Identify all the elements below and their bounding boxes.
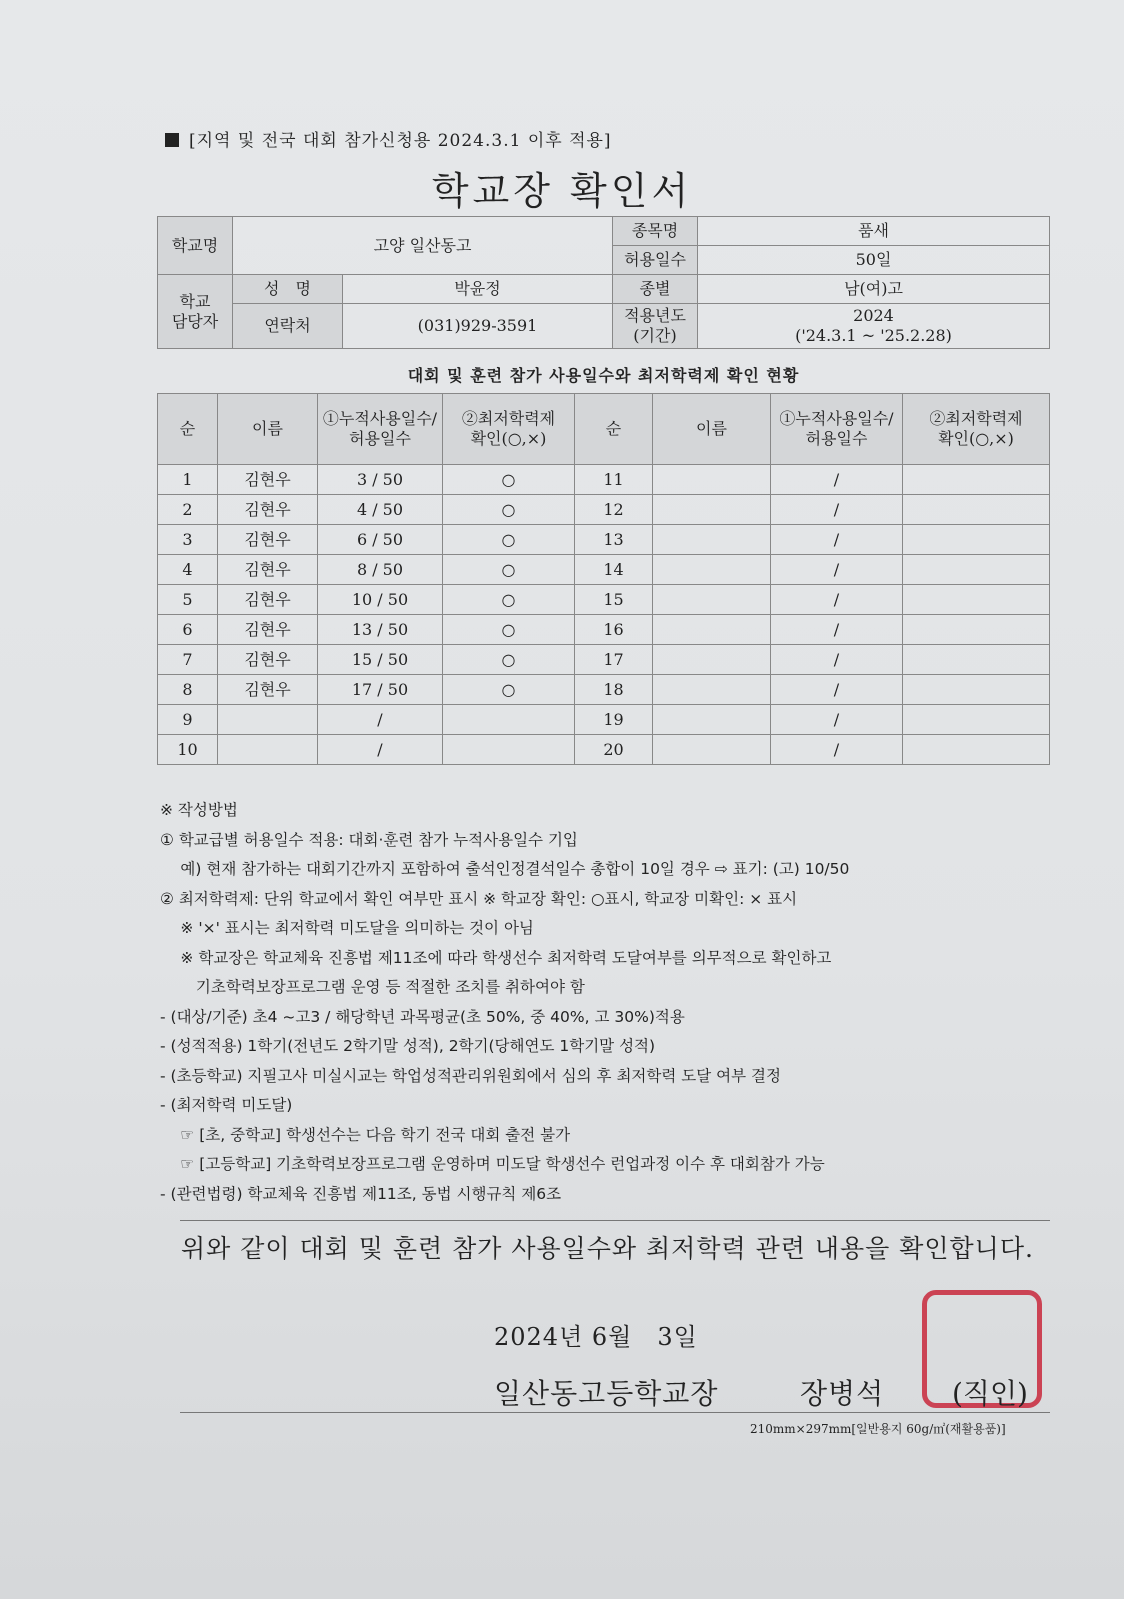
- manager-label: [158, 275, 233, 349]
- col-no-header: 순: [158, 394, 218, 465]
- col-check-header-right-2: 확인(○,×): [938, 429, 1014, 448]
- row-days: /: [771, 555, 903, 585]
- row-name: [653, 495, 771, 525]
- col-no-header-right: 순: [575, 394, 653, 465]
- row-name: [653, 615, 771, 645]
- note-line: - (대상/기준) 초4 ~고3 / 해당학년 과목평균(초 50%, 중 40%, 고 30%)적용: [160, 1007, 685, 1026]
- table-row: [158, 585, 1050, 615]
- manager-label-1: 학교: [179, 291, 211, 311]
- row-no: 14: [575, 555, 653, 585]
- row-name: 김현우: [218, 585, 318, 615]
- section-title: 대회 및 훈련 참가 사용일수와 최저학력제 확인 현황: [407, 366, 800, 385]
- row-check: ○: [443, 465, 575, 495]
- note-line: - (관련법령) 학교체육 진흥법 제11조, 동법 시행규칙 제6조: [160, 1184, 562, 1203]
- confirm-date: 2024년 6월 3일: [494, 1323, 698, 1351]
- table-row: [158, 525, 1050, 555]
- col-check-header-2: 확인(○,×): [470, 429, 547, 448]
- row-name: [653, 675, 771, 705]
- school-label: 학교명: [158, 217, 233, 275]
- table-row: [158, 675, 1050, 705]
- row-no: 2: [158, 495, 218, 525]
- row-check: [443, 705, 575, 735]
- year-label-2: (기간): [633, 326, 677, 345]
- row-no: 10: [158, 735, 218, 765]
- instructions: [160, 796, 1060, 1209]
- row-days: 3 / 50: [318, 465, 443, 495]
- row-name: 김현우: [218, 615, 318, 645]
- gender-label: 종별: [613, 275, 698, 304]
- note-line: 기초학력보장프로그램 운영 등 적절한 조치를 취하여야 함: [160, 978, 585, 996]
- note-line: 예) 현재 참가하는 대회기간까지 포함하여 출석인정결석일수 총합이 10일 경우 ⇨ 표기: (고) 10/50: [160, 860, 850, 878]
- table-row: [158, 705, 1050, 735]
- row-days: 8 / 50: [318, 555, 443, 585]
- row-no: 20: [575, 735, 653, 765]
- divider-top: [180, 1220, 1050, 1221]
- table-row: [158, 735, 1050, 765]
- col-days-header: [318, 394, 443, 465]
- header-label: [지역 및 전국 대회 참가신청용 2024.3.1 이후 적용]: [189, 131, 612, 151]
- gender-value: 남(여)고: [698, 275, 1050, 304]
- participation-table: [157, 393, 1050, 765]
- row-name: [218, 735, 318, 765]
- col-check-header-right-1: ②최저학력제: [929, 409, 1023, 428]
- row-no: 6: [158, 615, 218, 645]
- row-check: ○: [443, 495, 575, 525]
- row-days: 4 / 50: [318, 495, 443, 525]
- row-no: 1: [158, 465, 218, 495]
- row-no: 13: [575, 525, 653, 555]
- note-line: ※ 학교장은 학교체육 진흥법 제11조에 따라 학생선수 최저학력 도달여부를 의무적으로 확인하고: [160, 948, 832, 967]
- note-line: ※ '×' 표시는 최저학력 미도달을 의미하는 것이 아님: [160, 919, 534, 937]
- row-no: 17: [575, 645, 653, 675]
- row-name: [653, 705, 771, 735]
- col-days-header-right: [771, 394, 903, 465]
- col-name-header-right: 이름: [653, 394, 771, 465]
- row-check: [903, 465, 1050, 495]
- row-days: 17 / 50: [318, 675, 443, 705]
- row-check: [903, 615, 1050, 645]
- table-header-row: [158, 394, 1050, 465]
- row-days: 10 / 50: [318, 585, 443, 615]
- event-value: 품새: [698, 217, 1050, 246]
- seal-label: (직인): [952, 1377, 1028, 1410]
- row-name: [653, 735, 771, 765]
- row-days: /: [771, 585, 903, 615]
- form-header: [165, 126, 612, 151]
- principal-name: 장병석: [800, 1377, 885, 1410]
- school-principal-title: 일산동고등학교장: [494, 1377, 719, 1410]
- row-check: [903, 495, 1050, 525]
- col-check-header-right: [903, 394, 1050, 465]
- row-name: [653, 525, 771, 555]
- row-no: 15: [575, 585, 653, 615]
- row-no: 3: [158, 525, 218, 555]
- row-days: /: [771, 495, 903, 525]
- row-days: 13 / 50: [318, 615, 443, 645]
- row-days: 6 / 50: [318, 525, 443, 555]
- year-value: 2024: [853, 306, 894, 325]
- row-check: ○: [443, 555, 575, 585]
- row-days: /: [771, 735, 903, 765]
- year-label-1: 적용년도: [624, 306, 686, 325]
- row-days: /: [771, 705, 903, 735]
- col-days-header-2: 허용일수: [349, 429, 411, 448]
- allowed-label: 허용일수: [613, 246, 698, 275]
- row-days: 15 / 50: [318, 645, 443, 675]
- table-row: [158, 495, 1050, 525]
- row-days: /: [771, 525, 903, 555]
- row-name: [653, 585, 771, 615]
- row-name: [218, 705, 318, 735]
- contact-value: (031)929-3591: [343, 304, 613, 349]
- document-title: 학교장 확인서: [431, 169, 693, 213]
- row-name: 김현우: [218, 465, 318, 495]
- note-line: - (최저학력 미도달): [160, 1096, 293, 1114]
- row-name: 김현우: [218, 525, 318, 555]
- contact-label: 연락처: [233, 304, 343, 349]
- divider-bottom: [180, 1412, 1050, 1413]
- row-check: [903, 735, 1050, 765]
- row-days: /: [771, 675, 903, 705]
- confirm-text: 위와 같이 대회 및 훈련 참가 사용일수와 최저학력 관련 내용을 확인합니다.: [181, 1234, 1034, 1263]
- row-no: 16: [575, 615, 653, 645]
- row-name: 김현우: [218, 645, 318, 675]
- row-name: 김현우: [218, 495, 318, 525]
- year-period: ('24.3.1 ~ '25.2.28): [795, 326, 952, 345]
- note-line: ② 최저학력제: 단위 학교에서 확인 여부만 표시 ※ 학교장 확인: ○표시, 학교장 미확인: × 표시: [160, 889, 798, 908]
- row-check: [443, 735, 575, 765]
- row-check: ○: [443, 615, 575, 645]
- row-days: /: [771, 645, 903, 675]
- row-days: /: [318, 735, 443, 765]
- row-no: 12: [575, 495, 653, 525]
- row-no: 11: [575, 465, 653, 495]
- col-check-header-1: ②최저학력제: [461, 409, 556, 428]
- allowed-value: 50일: [698, 246, 1050, 275]
- row-check: ○: [443, 525, 575, 555]
- row-check: ○: [443, 645, 575, 675]
- row-name: [653, 645, 771, 675]
- row-check: ○: [443, 585, 575, 615]
- row-name: [653, 465, 771, 495]
- row-check: [903, 705, 1050, 735]
- row-check: ○: [443, 675, 575, 705]
- row-name: 김현우: [218, 555, 318, 585]
- note-line: ① 학교급별 허용일수 적용: 대회·훈련 참가 누적사용일수 기입: [160, 830, 578, 849]
- year-value-cell: [698, 304, 1050, 349]
- row-check: [903, 555, 1050, 585]
- col-days-header-1: ①누적사용일수/: [322, 409, 438, 428]
- row-check: [903, 645, 1050, 675]
- row-days: /: [771, 465, 903, 495]
- row-days: /: [771, 615, 903, 645]
- note-line: ※ 작성방법: [160, 801, 238, 819]
- row-no: 8: [158, 675, 218, 705]
- col-name-header: 이름: [218, 394, 318, 465]
- row-no: 19: [575, 705, 653, 735]
- table-row: [158, 465, 1050, 495]
- paper-spec-footer: 210mm×297mm[일반용지 60g/㎡(재활용품)]: [750, 1422, 1006, 1436]
- row-days: /: [318, 705, 443, 735]
- year-label: [613, 304, 698, 349]
- col-check-header: [443, 394, 575, 465]
- note-line: - (초등학교) 지필고사 미실시교는 학업성적관리위원회에서 심의 후 최저학력 도달 여부 결정: [160, 1066, 781, 1085]
- col-days-header-right-2: 허용일수: [805, 429, 868, 448]
- row-name: [653, 555, 771, 585]
- row-name: 김현우: [218, 675, 318, 705]
- note-line: ☞ [고등학교] 기초학력보장프로그램 운영하며 미도달 학생선수 런업과정 이수 후 대회참가 가능: [160, 1155, 825, 1173]
- table-row: [158, 555, 1050, 585]
- name-label: 성 명: [233, 275, 343, 304]
- name-value: 박윤정: [343, 275, 613, 304]
- info-table: [157, 216, 1050, 349]
- row-no: 7: [158, 645, 218, 675]
- school-value: 고양 일산동고: [233, 217, 613, 275]
- table-row: [158, 645, 1050, 675]
- col-days-header-right-1: ①누적사용일수/: [779, 409, 894, 428]
- row-no: 9: [158, 705, 218, 735]
- row-no: 4: [158, 555, 218, 585]
- manager-label-2: 담당자: [171, 311, 219, 331]
- note-line: - (성적적용) 1학기(전년도 2학기말 성적), 2학기(당해연도 1학기말 성적): [160, 1037, 656, 1055]
- table-row: [158, 615, 1050, 645]
- square-bullet-icon: [165, 133, 179, 147]
- row-check: [903, 585, 1050, 615]
- row-check: [903, 675, 1050, 705]
- row-check: [903, 525, 1050, 555]
- event-label: 종목명: [613, 217, 698, 246]
- row-no: 5: [158, 585, 218, 615]
- row-no: 18: [575, 675, 653, 705]
- note-line: ☞ [초, 중학교] 학생선수는 다음 학기 전국 대회 출전 불가: [160, 1125, 571, 1144]
